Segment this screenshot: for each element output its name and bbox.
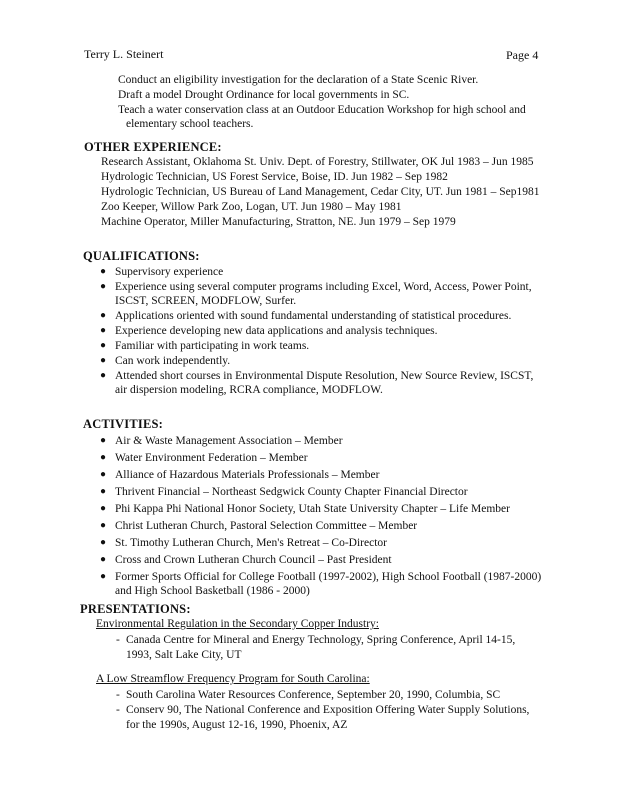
bullet-icon: ● (100, 520, 107, 531)
list-item-continuation: 1993, Salt Lake City, UT (126, 649, 242, 661)
list-item: elementary school teachers. (126, 118, 254, 130)
list-item: Draft a model Drought Ordinance for local governments in SC. (118, 89, 410, 101)
list-item: - Canada Centre for Mineral and Energy Technology, Spring Conference, April 14-15, (116, 634, 516, 646)
presentation-group (96, 617, 515, 662)
other-experience-heading: OTHER EXPERIENCE: (84, 140, 222, 154)
presentation-title: A Low Streamflow Frequency Program for South Carolina: (96, 673, 370, 685)
presentation-group (96, 672, 529, 732)
bullet-icon: ● (100, 266, 107, 277)
bullet-icon: ● (100, 370, 107, 381)
bullet-icon: ● (100, 340, 107, 351)
bullet-icon: ● (100, 469, 107, 480)
bullet-icon: ● (100, 537, 107, 548)
other-experience-list (101, 155, 539, 229)
bullet-icon: ● (100, 452, 107, 463)
list-item: Machine Operator, Miller Manufacturing, Stratton, NE. Jun 1979 – Sep 1979 (101, 216, 456, 228)
list-item-continuation: air dispersion modeling, RCRA compliance, MODFLOW. (115, 384, 383, 396)
list-item-continuation: for the 1990s, August 12-16, 1990, Phoenix, AZ (126, 719, 348, 731)
bullet-icon: ● (100, 310, 107, 321)
list-item-continuation: ISCST, SCREEN, MODFLOW, Surfer. (115, 295, 297, 307)
list-item: - South Carolina Water Resources Conference, September 20, 1990, Columbia, SC (116, 689, 501, 701)
list-item: Teach a water conservation class at an Outdoor Education Workshop for high school and (118, 104, 526, 116)
list-item: ● Air & Waste Management Association – Member (100, 435, 343, 447)
list-item: Zoo Keeper, Willow Park Zoo, Logan, UT. Jun 1980 – May 1981 (101, 201, 402, 213)
dash-icon: - (116, 634, 120, 646)
list-item: ● Former Sports Official for College Football (1997-2002), High School Football (1987-2000) (100, 571, 542, 583)
bullet-icon: ● (100, 571, 107, 582)
bullet-icon: ● (100, 325, 107, 336)
bullet-icon: ● (100, 355, 107, 366)
list-item: ● Can work independently. (100, 355, 231, 367)
list-item: ● Experience developing new data applications and analysis techniques. (100, 325, 438, 337)
list-item-continuation: and High School Basketball (1986 - 2000) (115, 585, 310, 597)
list-item: Hydrologic Technician, US Forest Service, Boise, ID. Jun 1982 – Sep 1982 (101, 171, 448, 183)
dash-icon: - (116, 689, 120, 701)
list-item: ● Thrivent Financial – Northeast Sedgwick County Chapter Financial Director (100, 486, 468, 498)
page-number: Page 4 (506, 48, 539, 62)
bullet-icon: ● (100, 435, 107, 446)
list-item: ● Applications oriented with sound fundamental understanding of statistical procedures. (100, 310, 512, 322)
list-item: ● Familiar with participating in work teams. (100, 340, 310, 352)
list-item: ● Attended short courses in Environmental Dispute Resolution, New Source Review, ISCST, (100, 370, 534, 382)
list-item: ● Christ Lutheran Church, Pastoral Selection Committee – Member (100, 520, 418, 532)
bullet-icon: ● (100, 554, 107, 565)
list-item: ● Water Environment Federation – Member (100, 452, 308, 464)
list-item: ● Alliance of Hazardous Materials Professionals – Member (100, 469, 380, 481)
bullet-icon: ● (100, 503, 107, 514)
qualifications-heading: QUALIFICATIONS: (83, 249, 200, 263)
list-item: Hydrologic Technician, US Bureau of Land Management, Cedar City, UT. Jun 1981 – Sep1981 (101, 186, 540, 198)
list-item: ● Phi Kappa Phi National Honor Society, Utah State University Chapter – Life Member (100, 503, 510, 515)
continued-items (118, 73, 526, 131)
activities-list (100, 434, 541, 598)
presentation-title: Environmental Regulation in the Secondary Copper Industry: (96, 618, 379, 630)
list-item: ● Supervisory experience (100, 266, 224, 278)
list-item: Conduct an eligibility investigation for the declaration of a State Scenic River. (118, 74, 479, 86)
list-item: ● Experience using several computer programs including Excel, Word, Access, Power Point, (100, 281, 532, 293)
list-item: ● Cross and Crown Lutheran Church Council – Past President (100, 554, 392, 566)
list-item: ● St. Timothy Lutheran Church, Men's Retreat – Co-Director (100, 537, 387, 549)
qualifications-list (100, 265, 533, 397)
header-name: Terry L. Steinert (84, 47, 164, 61)
dash-icon: - (116, 704, 120, 716)
list-item: Research Assistant, Oklahoma St. Univ. Dept. of Forestry, Stillwater, OK Jul 1983 – Jun 1985 (101, 156, 534, 168)
bullet-icon: ● (100, 486, 107, 497)
bullet-icon: ● (100, 281, 107, 292)
activities-heading: ACTIVITIES: (83, 417, 164, 431)
list-item: - Conserv 90, The National Conference and Exposition Offering Water Supply Solutions, (116, 704, 530, 716)
presentations-heading: PRESENTATIONS: (80, 602, 191, 616)
